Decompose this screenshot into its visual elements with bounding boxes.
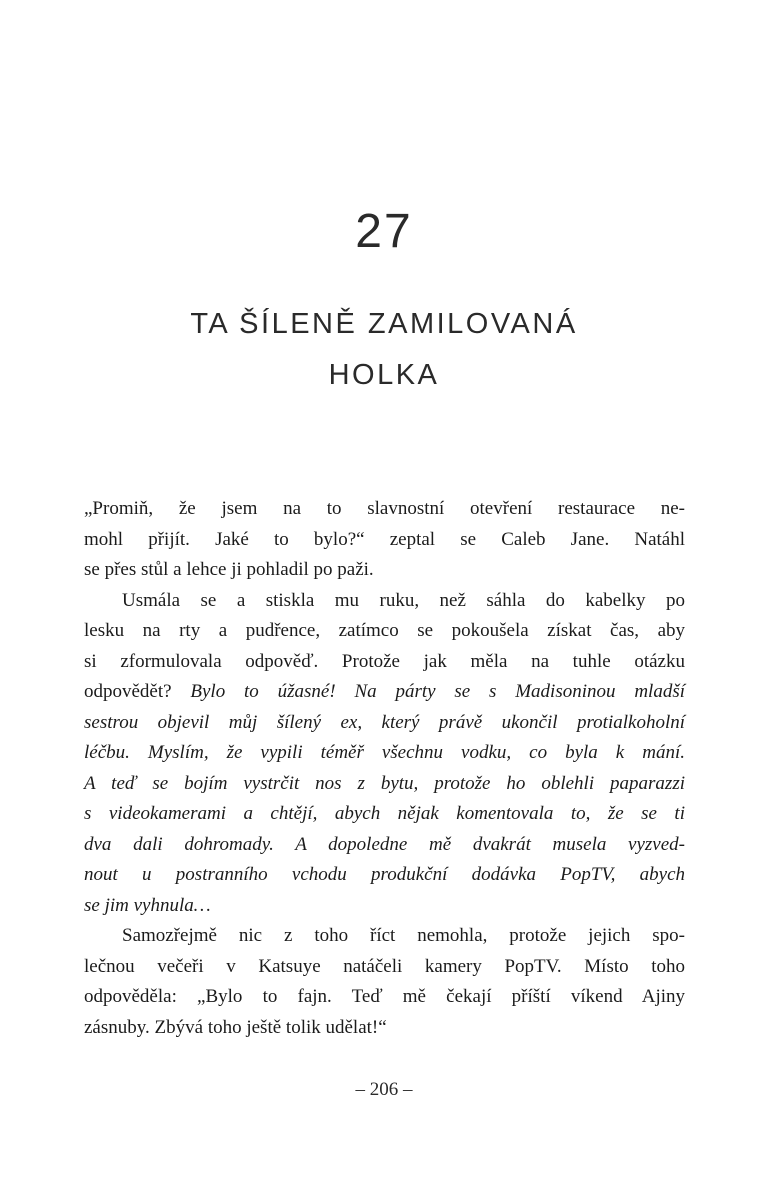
- text-line: [84, 677, 685, 708]
- text-line: [84, 799, 685, 830]
- text-segment: si zformulovala odpověď. Protože jak měla na tuhle otázku: [84, 650, 685, 672]
- text-segment: Samozřejmě nic z toho říct nemohla, protože jejich spo-: [122, 925, 685, 946]
- chapter-title-line-1: TA ŠÍLENĚ ZAMILOVANÁ: [190, 308, 578, 340]
- text-segment: léčbu. Myslím, že vypili téměř všechnu vodku, co byla k mání.: [84, 742, 685, 763]
- text-line: [84, 952, 685, 983]
- chapter-title-line-2: HOLKA: [328, 359, 440, 391]
- text-segment: mohl přijít. Jaké to bylo?“ zeptal se Caleb Jane. Natáhl: [84, 528, 685, 550]
- text-line: [84, 982, 685, 1013]
- text-line: [84, 830, 685, 861]
- text-segment: Bylo to úžasné! Na párty se s Madisoninou mladší: [190, 681, 685, 702]
- text-segment: s videokamerami a chtějí, abych nějak komentovala to, že se ti: [84, 803, 685, 824]
- text-line: [84, 586, 685, 617]
- page-number: – 206 –: [355, 1079, 413, 1100]
- text-segment: se jim vyhnula…: [84, 894, 211, 916]
- text-segment: „Promiň, že jsem na to slavnostní otevření restaurace ne-: [84, 498, 685, 519]
- text-segment: zásnuby. Zbývá toho ještě tolik udělat!“: [84, 1016, 387, 1038]
- text-segment: sestrou objevil můj šílený ex, který právě ukončil protialkoholní: [84, 711, 685, 733]
- text-segment: lečnou večeři v Katsuye natáčeli kamery PopTV. Místo toho: [84, 955, 685, 977]
- text-segment: odpovědět?: [84, 681, 191, 702]
- text-segment: Usmála se a stiskla mu ruku, než sáhla do kabelky po: [122, 589, 685, 611]
- text-line: [84, 525, 685, 556]
- text-line: [84, 647, 685, 678]
- text-segment: se přes stůl a lehce ji pohladil po paži.: [84, 559, 374, 580]
- paragraph: [84, 921, 685, 1043]
- text-segment: dva dali dohromady. A dopoledne mě dvakrát musela vyzved-: [84, 833, 685, 855]
- body-text: [84, 494, 685, 1043]
- text-segment: A teď se bojím vystrčit nos z bytu, protože ho oblehli paparazzi: [84, 772, 685, 794]
- paragraph: [84, 586, 685, 922]
- chapter-title: [0, 299, 768, 401]
- text-line: [84, 860, 685, 891]
- text-line: [84, 891, 685, 922]
- text-line: [84, 616, 685, 647]
- text-line: [84, 494, 685, 525]
- text-segment: odpověděla: „Bylo to fajn. Teď mě čekají příští víkend Ajiny: [84, 986, 685, 1007]
- chapter-number: 27: [355, 205, 413, 258]
- text-line: [84, 708, 685, 739]
- paragraph: [84, 494, 685, 586]
- text-line: [84, 738, 685, 769]
- text-line: [84, 769, 685, 800]
- text-line: [84, 555, 685, 586]
- text-segment: lesku na rty a pudřence, zatímco se pokoušela získat čas, aby: [84, 620, 685, 641]
- text-segment: nout u postranního vchodu produkční dodávka PopTV, abych: [84, 864, 685, 885]
- text-line: [84, 1013, 685, 1044]
- text-line: [84, 921, 685, 952]
